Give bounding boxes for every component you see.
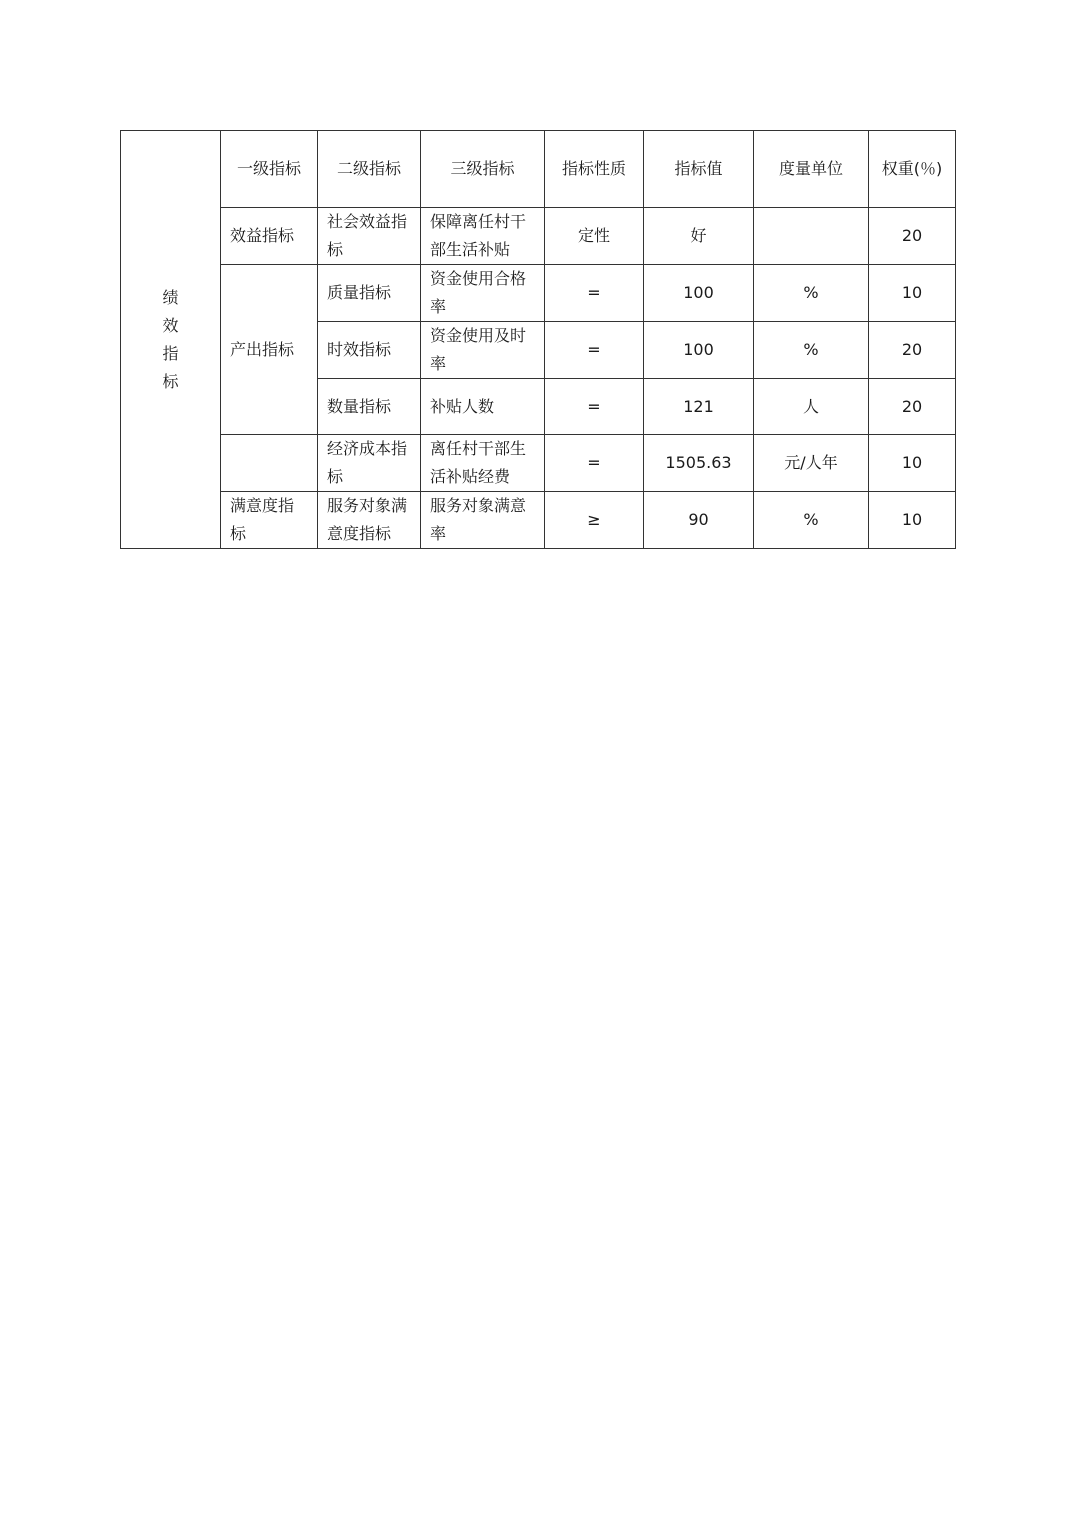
cell-level2: 经济成本指标 <box>318 435 421 492</box>
cell-level2: 服务对象满意度指标 <box>318 492 421 549</box>
cell-level2: 社会效益指标 <box>318 208 421 265</box>
table-row <box>121 435 956 492</box>
table-row <box>121 492 956 549</box>
cell-value: 121 <box>644 379 754 435</box>
cell-level3: 资金使用合格率 <box>421 265 545 322</box>
cell-level1: 满意度指标 <box>221 492 318 549</box>
header-row <box>121 131 956 208</box>
cell-value: 100 <box>644 322 754 379</box>
cell-value: 1505.63 <box>644 435 754 492</box>
cell-level2: 数量指标 <box>318 379 421 435</box>
cell-weight: 10 <box>869 492 956 549</box>
table-row <box>121 265 956 322</box>
cell-level3: 保障离任村干部生活补贴 <box>421 208 545 265</box>
cell-nature: = <box>545 435 644 492</box>
side-label-cell <box>121 131 221 549</box>
header-unit: 度量单位 <box>754 131 869 208</box>
cell-nature: 定性 <box>545 208 644 265</box>
cell-level1: 产出指标 <box>221 265 318 435</box>
performance-indicator-table <box>120 130 956 549</box>
cell-nature: = <box>545 265 644 322</box>
header-level2: 二级指标 <box>318 131 421 208</box>
cell-unit: % <box>754 322 869 379</box>
cell-nature: = <box>545 379 644 435</box>
cell-level1: 效益指标 <box>221 208 318 265</box>
cell-unit: % <box>754 492 869 549</box>
cell-weight: 20 <box>869 379 956 435</box>
header-level3: 三级指标 <box>421 131 545 208</box>
cell-level2: 时效指标 <box>318 322 421 379</box>
table-row <box>121 208 956 265</box>
cell-value: 90 <box>644 492 754 549</box>
cell-weight: 20 <box>869 208 956 265</box>
header-nature: 指标性质 <box>545 131 644 208</box>
cell-level3: 服务对象满意率 <box>421 492 545 549</box>
side-label: 绩效指标 <box>162 287 179 391</box>
cell-unit: 元/人年 <box>754 435 869 492</box>
cell-level3: 补贴人数 <box>421 379 545 435</box>
cell-unit: 人 <box>754 379 869 435</box>
cell-value: 好 <box>644 208 754 265</box>
cell-level2: 质量指标 <box>318 265 421 322</box>
header-level1: 一级指标 <box>221 131 318 208</box>
header-weight: 权重(％) <box>869 131 956 208</box>
cell-level1 <box>221 435 318 492</box>
cell-weight: 10 <box>869 435 956 492</box>
cell-nature: = <box>545 322 644 379</box>
cell-nature: ≥ <box>545 492 644 549</box>
cell-unit <box>754 208 869 265</box>
cell-weight: 10 <box>869 265 956 322</box>
cell-level3: 资金使用及时率 <box>421 322 545 379</box>
cell-level3: 离任村干部生活补贴经费 <box>421 435 545 492</box>
header-value: 指标值 <box>644 131 754 208</box>
cell-value: 100 <box>644 265 754 322</box>
cell-unit: % <box>754 265 869 322</box>
cell-weight: 20 <box>869 322 956 379</box>
